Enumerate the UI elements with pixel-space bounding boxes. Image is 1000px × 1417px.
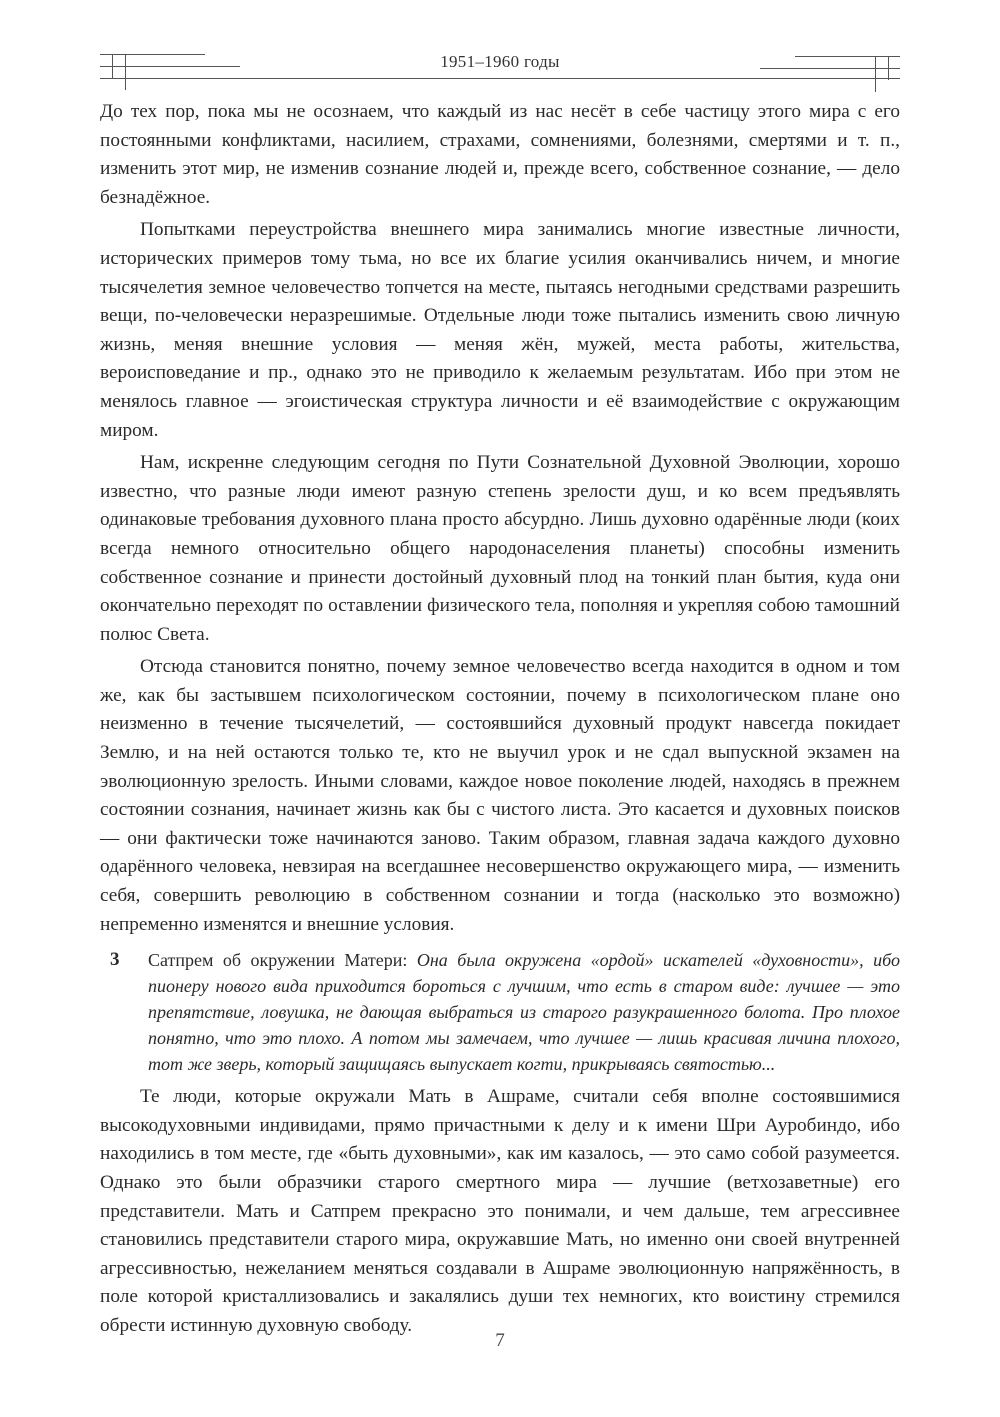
footnote-quote: Она была окружена «ордой» искателей «духовности», ибо пионеру нового вида приходится бороться с лучшим, что есть в старом виде: лучшее — это препятствие, ловушка, не дающая выбраться из старого разукрашенного болота. Про плохое понятно, что это плохо. А потом мы замечаем, что лучшее — лишь красивая личина плохого, тот же зверь, который защищаясь выпускает когти, прикрываясь святостью... [148, 950, 900, 1075]
paragraph-2: Попытками переустройства внешнего мира занимались многие известные личности, исторических примеров тому тьма, но все их благие усилия оканчивались ничем, и многие тысячелетия земное человечество топчется на месте, пытаясь негодными средствами разрешить вещи, по-человечески неразрешимые. Отдельные люди тоже пытались изменить свою личную жизнь, меняя внешние условия — меняя жён, мужей, места работы, жительства, вероисповедание и пр., однако это не приводило к желаемым результатам. Ибо при этом не менялось главное — эгоистическая структура личности и её взаимодействие с окружающим миром. [100, 219, 900, 441]
paragraph-4: Отсюда становится понятно, почему земное человечество всегда находится в одном и том же, как бы застывшем психологическом состоянии, почему в психологическом плане оно неизменно в течение тысячелетий, — состоявшийся духовный продукт навсегда покидает Землю, и на ней остаются только те, кто не выучил урок и не сдал выпускной экзамен на эволюционную зрелость. Иными словами, каждое новое поколение людей, находясь в прежнем состоянии сознания, начинает жизнь как бы с чистого листа. Это касается и духовных поисков — они фактически тоже начинаются заново. Таким образом, главная задача каждого духовно одарённого человека, невзирая на всегдашнее несовершенство окружающего мира, — изменить себя, совершить революцию в собственном сознании и тогда (насколько это возможно) непременно изменятся и внешние условия. [100, 656, 900, 935]
running-header [0, 0, 1000, 100]
paragraph-1: До тех пор, пока мы не осознаем, что каждый из нас несёт в себе частицу этого мира с его постоянными конфликтами, насилием, страхами, сомнениями, болезнями, смертями и т. п., изменить этот мир, не изменив сознание людей и, прежде всего, собственное сознание, — дело безнадёжное. [100, 101, 900, 208]
page-body [100, 98, 900, 1341]
running-title: 1951–1960 годы [440, 52, 560, 71]
page-number: 7 [495, 1330, 505, 1351]
footnote [100, 947, 900, 1077]
header-rule-main [100, 78, 900, 79]
footnote-number: 3 [110, 949, 120, 971]
footnote-lead: Сатпрем об окружении Матери: [148, 950, 417, 971]
paragraph-3: Нам, искренне следующим сегодня по Пути Сознательной Духовной Эволюции, хорошо известно, что разные люди имеют разную степень зрелости душ, и ко всем предъявлять одинаковые требования духовного плана просто абсурдно. Лишь духовно одарённые люди (коих всегда немного относительно общего народонаселения планеты) способны изменить собственное сознание и принести достойный духовный плод на тонкий план бытия, куда они окончательно переходят по оставлении физического тела, пополняя и укрепляя собою тамошний полюс Света. [100, 452, 900, 645]
closing-paragraph: Те люди, которые окружали Мать в Ашраме, считали себя вполне состоявшимися высокодуховными индивидами, прямо причастными к делу и к имени Шри Ауробиндо, ибо находились в том месте, где «быть духовными», как им казалось, — это само собой разумеется. Однако это были образчики старого смертного мира — лучшие (ветхозаветные) его представители. Мать и Сатпрем прекрасно это понимали, и чем дальше, тем агрессивнее становились представители старого мира, окружавшие Мать, но именно они своей внутренней агрессивностью, нежеланием меняться создавали в Ашраме эволюционную напряжённость, в поле которой кристаллизовались и закалялись души тех немногих, кто воистину стремился обрести истинную духовную свободу. [100, 1086, 900, 1336]
footnote-text [148, 947, 900, 1077]
